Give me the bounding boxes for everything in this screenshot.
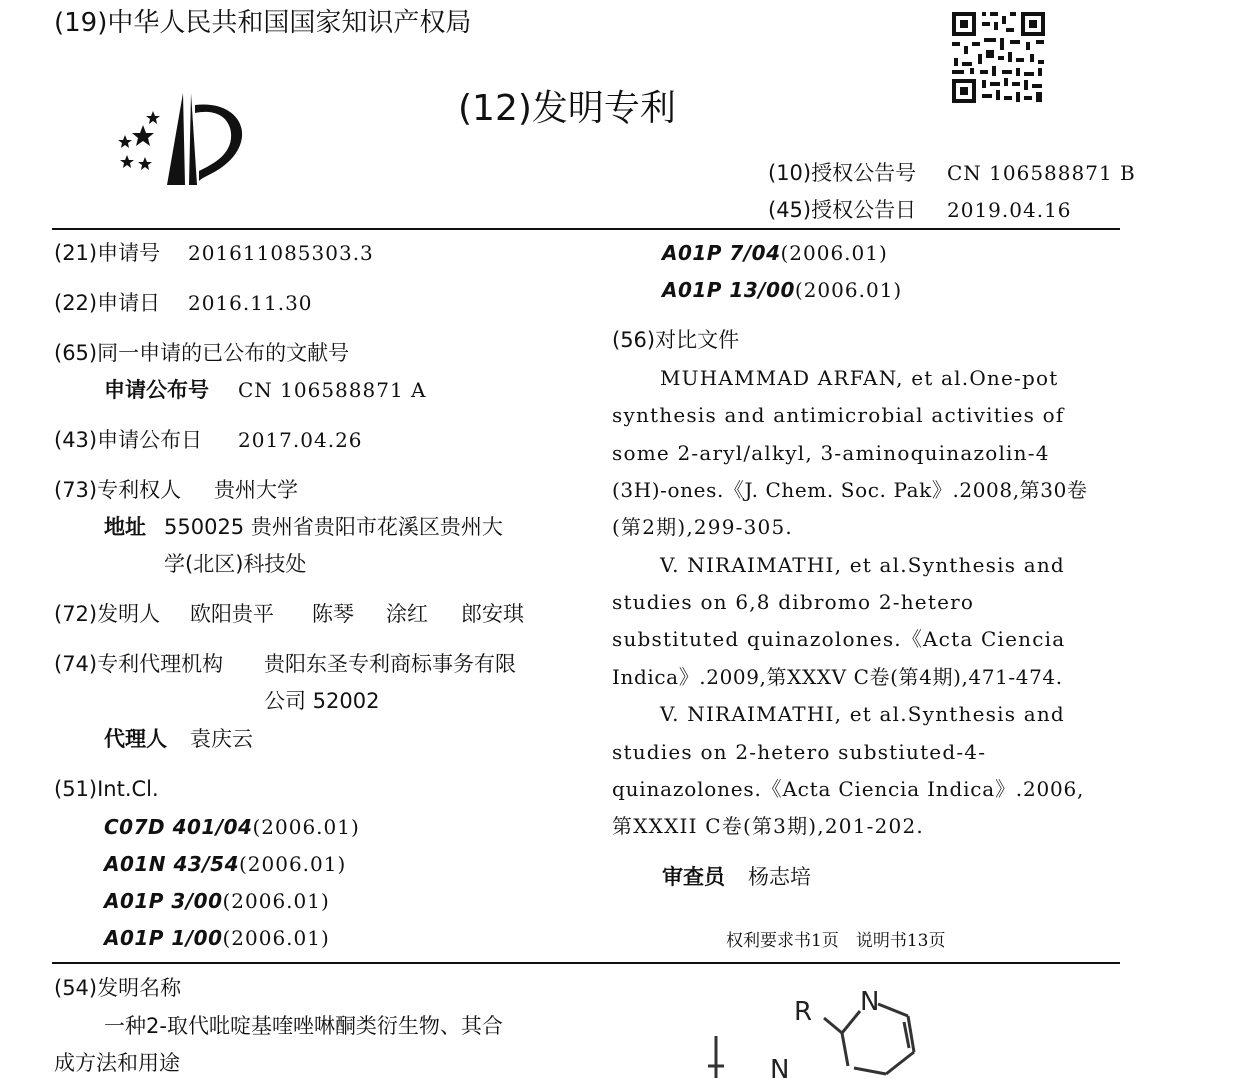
grant-date-label: (45)授权公告日	[768, 198, 917, 222]
app-date-value: 2016.11.30	[188, 291, 313, 315]
examiner-value: 杨志培	[748, 865, 811, 889]
pages-note: 权利要求书1页 说明书13页	[726, 931, 946, 951]
patentee-label: (73)专利权人	[54, 478, 182, 502]
title-label: (54)发明名称	[54, 976, 182, 1000]
ipc-row	[104, 926, 330, 950]
agent-label: 代理人	[104, 727, 167, 751]
atom-n-label: N	[770, 1055, 790, 1078]
app-no-label: (21)申请号	[54, 241, 161, 265]
ipc-version: (2006.01)	[252, 815, 360, 839]
ipc-row	[104, 815, 360, 839]
chemical-structure-diagram	[690, 978, 950, 1078]
ipc-code: A01P 7/04	[662, 241, 781, 265]
grant-no-value: CN 106588871 B	[947, 161, 1136, 185]
address-line2: 学(北区)科技处	[164, 552, 307, 576]
reference-line: 第XXXII C卷(第3期),201-202.	[612, 814, 924, 838]
reference-line: (第2期),299-305.	[612, 515, 793, 539]
reference-line: synthesis and antimicrobial activities of	[612, 403, 1065, 427]
agency-line1: 贵阳东圣专利商标事务有限	[264, 652, 516, 676]
ipc-code: A01P 3/00	[104, 889, 223, 913]
pub-date-value: 2017.04.26	[238, 428, 363, 452]
grant-no-label: (10)授权公告号	[768, 161, 917, 185]
ipc-code: A01P 1/00	[104, 926, 223, 950]
inventor-3: 涂红	[386, 602, 428, 626]
ipc-code: C07D 401/04	[104, 815, 253, 839]
reference-line: studies on 2-hetero substiuted-4-	[612, 740, 987, 764]
address-line1: 550025 贵州省贵阳市花溪区贵州大	[164, 515, 503, 539]
atom-r-label: R	[794, 997, 813, 1027]
ipc-version: (2006.01)	[222, 889, 330, 913]
ipc-version: (2006.01)	[238, 852, 347, 876]
agent-value: 袁庆云	[190, 727, 253, 751]
office-name: (19)中华人民共和国国家知识产权局	[54, 8, 472, 38]
ipc-row	[662, 241, 888, 265]
cnipa-logo-icon	[115, 85, 250, 190]
prior-pub-label: (65)同一申请的已公布的文献号	[54, 341, 350, 365]
divider-top	[52, 228, 1120, 230]
inventor-4: 郎安琪	[461, 602, 524, 626]
ipc-code: A01N 43/54	[104, 852, 239, 876]
intcl-label: (51)Int.Cl.	[54, 777, 159, 801]
ipc-code: A01P 13/00	[662, 278, 795, 302]
reference-line: V. NIRAIMATHI, et al.Synthesis and	[660, 553, 1065, 577]
ipc-row	[662, 278, 902, 302]
patentee-value: 贵州大学	[214, 478, 298, 502]
qr-code-icon	[950, 10, 1047, 105]
reference-line: V. NIRAIMATHI, et al.Synthesis and	[660, 702, 1065, 726]
reference-line: substituted quinazolones.《Acta Ciencia	[612, 627, 1066, 651]
ipc-version: (2006.01)	[794, 278, 903, 302]
address-label: 地址	[104, 515, 146, 539]
pub-no-value: CN 106588871 A	[238, 378, 427, 402]
pub-date-label: (43)申请公布日	[54, 428, 203, 452]
doc-kind-title: (12)发明专利	[458, 88, 676, 129]
invention-title-line1: 一种2-取代吡啶基喹唑啉酮类衍生物、其合	[104, 1014, 503, 1038]
agency-line2: 公司 52002	[264, 689, 380, 713]
divider-bottom	[52, 962, 1120, 964]
pub-no-label: 申请公布号	[104, 378, 209, 402]
app-date-label: (22)申请日	[54, 291, 161, 315]
ipc-version: (2006.01)	[222, 926, 330, 950]
reference-line: MUHAMMAD ARFAN, et al.One-pot	[660, 366, 1059, 390]
ipc-row	[104, 889, 330, 913]
reference-line: Indica》.2009,第XXXV C卷(第4期),471-474.	[612, 665, 1063, 689]
invention-title-line2: 成方法和用途	[54, 1051, 180, 1075]
inventors-label: (72)发明人	[54, 602, 161, 626]
inventor-1: 欧阳贵平	[190, 602, 274, 626]
reference-line: (3H)-ones.《J. Chem. Soc. Pak》.2008,第30卷	[612, 478, 1088, 502]
agency-label: (74)专利代理机构	[54, 652, 224, 676]
reference-line: some 2-aryl/alkyl, 3-aminoquinazolin-4	[612, 441, 1050, 465]
refs-label: (56)对比文件	[612, 328, 740, 352]
ipc-version: (2006.01)	[780, 241, 888, 265]
atom-n-label: N	[860, 987, 880, 1017]
app-no-value: 201611085303.3	[188, 241, 374, 265]
grant-date-value: 2019.04.16	[947, 198, 1072, 222]
reference-line: quinazolones.《Acta Ciencia Indica》.2006,	[612, 777, 1085, 801]
ipc-row	[104, 852, 346, 876]
examiner-label: 审查员	[662, 865, 725, 889]
inventor-2: 陈琴	[312, 602, 354, 626]
reference-line: studies on 6,8 dibromo 2-hetero	[612, 590, 975, 614]
